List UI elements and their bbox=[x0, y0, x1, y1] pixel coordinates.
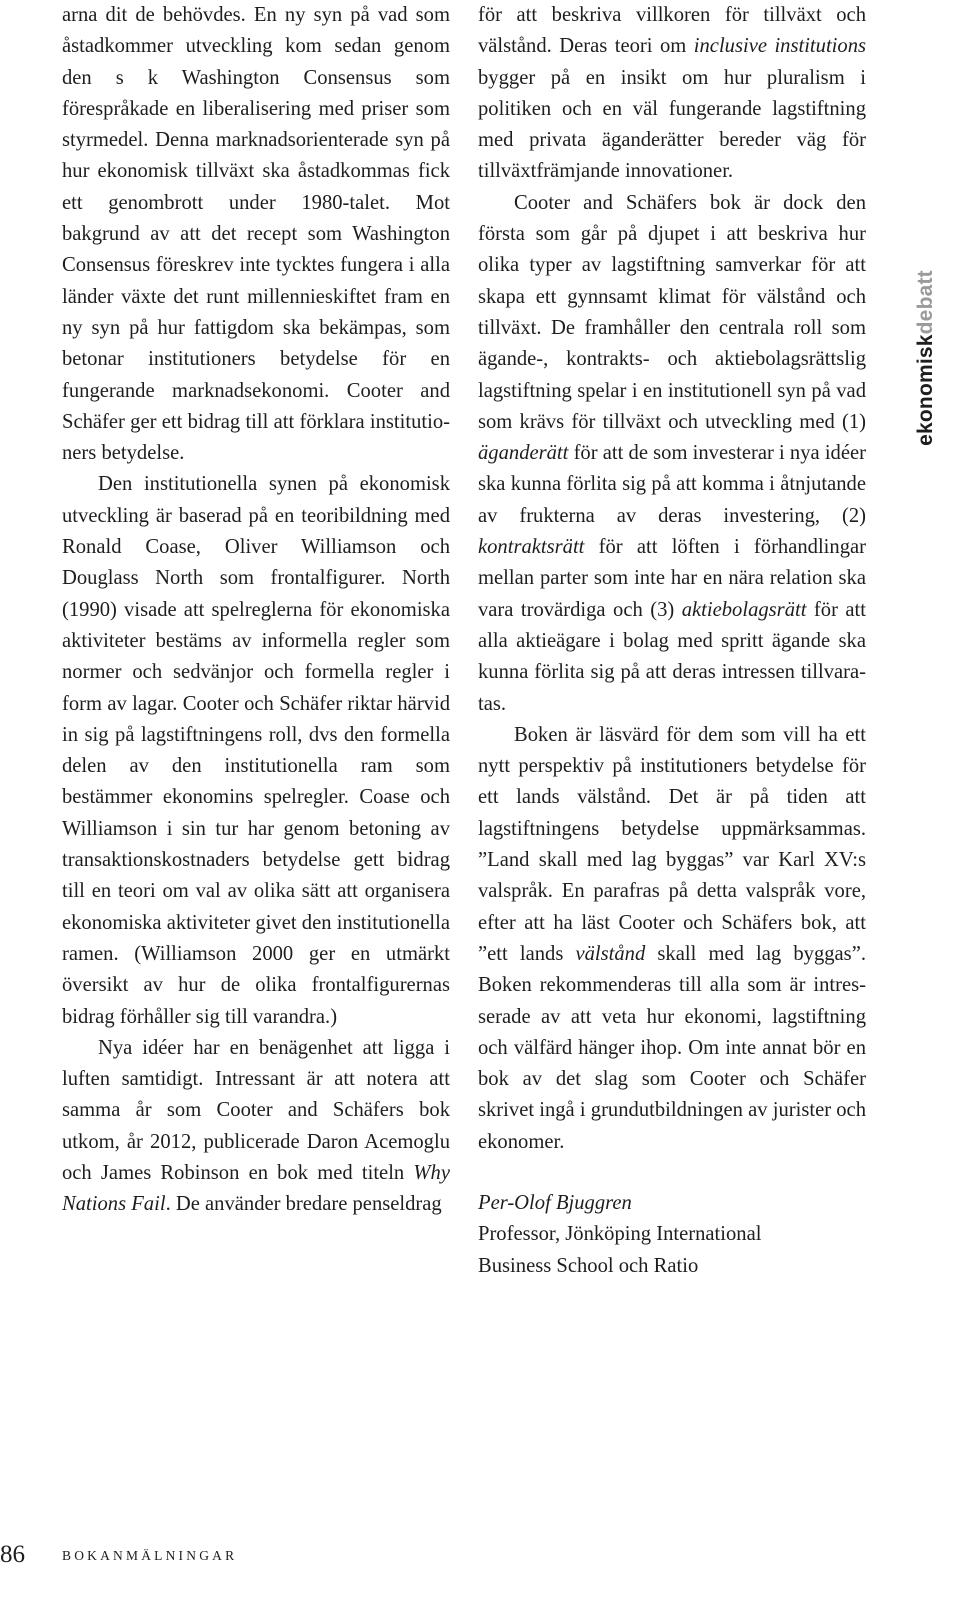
journal-name-debatt: debatt bbox=[914, 270, 937, 335]
author-name-text: Per-Olof Bjuggren bbox=[478, 1191, 632, 1214]
term-inclusive-institutions: inclusive institutions bbox=[693, 35, 867, 58]
book-title-why-nations-fail: Why Nations Fail bbox=[62, 1161, 450, 1216]
right-paragraph-3 bbox=[478, 720, 866, 1158]
term-aktiebolagsratt: aktiebolagsrätt bbox=[681, 598, 807, 621]
right-paragraph-2-text-c: för att löften i förhandlingar mellan parter som inte har en nära relation ska vara trovärdiga och (3) bbox=[478, 536, 866, 621]
left-column bbox=[62, 0, 450, 1221]
right-paragraph-1-text-a: för att beskriva villkoren för tillväxt och välstånd. Deras teori om bbox=[478, 4, 866, 58]
left-paragraph-3-text-a: Nya idéer har en benägenhet att ligga i luften samtidigt. Intressant är att notera att samma år som Cooter and Schäfers bok utkom, år 2012, publicerade Daron Acemoglu och James Robinson en bok med titeln bbox=[62, 1036, 450, 1184]
section-name: BOKANMÄLNINGAR bbox=[62, 1548, 238, 1563]
journal-side-tag bbox=[906, 258, 946, 458]
journal-side-tag-text bbox=[914, 270, 938, 446]
left-paragraph-2: Den institutionella synen på ekonomisk utveckling är baserad på en teoribildning med Ronald Coase, Oliver Williamson och Douglass North som frontalfigurer. North (1990) visade att spelreglerna för ekonomiska aktiviteter bestäms av informella regler som normer och sedvänjor och formella regler i form av lagar. Cooter och Schäfer riktar härvid in sig på lagstiftningens roll, dvs den formella delen av den institutionella ram som bestämmer ekonomins spelregler. Coase och Williamson i sin tur har genom betoning av transaktionskostnaders betydelse gett bidrag till en teori om val av olika sätt att organisera ekonomiska aktiviteter givet den institutionella ramen. (Williamson 2000 ger en utmärkt översikt av hur de olika frontalfigurernas bidrag förhåller sig till varandra.) bbox=[62, 473, 450, 1028]
right-paragraph-3-text-b: skall med lag byggas”. Boken rekommenderas till alla som är intresserade av att veta hur ekonomi, lagstiftning och välfärd hänger ihop. Om inte annat bör en bok av det slag som Cooter och Schäfer skrivet ingå i grundutbildningen av jurister och ekonomer. bbox=[478, 942, 866, 1153]
right-paragraph-2-text-b: för att de som investerar i nya idéer ska kunna förlita sig på att komma i åtnjutande av frukterna av deras investering, (2) bbox=[478, 442, 866, 527]
right-paragraph-2 bbox=[478, 188, 866, 720]
term-valstand: välstånd bbox=[575, 942, 646, 965]
term-kontraktsratt: kontraktsrätt bbox=[478, 536, 585, 559]
author-affiliation-line-2: Business School och Ratio bbox=[478, 1254, 699, 1277]
right-paragraph-3-text-a: Boken är läsvärd för dem som vill ha ett nytt perspektiv på institutioners betydelse för ett lands välstånd. Det är på tiden att lagstiftningens betydelse uppmärksammas. ”Land skall med lag byggas” var Karl XV:s valspråk. En parafras på detta valspråk vore, efter att ha läst Cooter och Schäfers bok, att ”ett lands bbox=[478, 723, 866, 965]
term-aganderatt: äganderätt bbox=[478, 442, 569, 465]
right-paragraph-1-text-b: bygger på en insikt om hur pluralism i politiken och en väl fungerande lagstiftning med privata äganderätter bereder väg för tillväxtfrämjande innovationer. bbox=[478, 66, 866, 183]
author-affiliation-line-1: Professor, Jönköping International bbox=[478, 1223, 762, 1246]
left-paragraph-1: arna dit de behövdes. En ny syn på vad som åstadkommer utveckling kom sedan genom den s k Washington Consensus som förespråkade en liberalisering med priser som styrmedel. Denna marknadsorienterade syn på hur ekonomisk tillväxt ska åstadkommas fick ett genombrott under 1980-talet. Mot bakgrund av att det recept som Washington Consensus föreskrev inte tycktes fungera i alla länder växte det runt millennieskiftet fram en ny syn på hur fattigdom ska bekämpas, som betonar institutioners betydelse för en fungerande marknadsekonomi. Cooter and Schäfer ger ett bidrag till att förklara institutioners betydelse. bbox=[62, 4, 450, 465]
left-paragraph-3 bbox=[62, 1033, 450, 1221]
author-name bbox=[478, 1188, 866, 1219]
left-paragraph-3-text-b: . De använder bredare penseldrag bbox=[165, 1193, 442, 1216]
right-column bbox=[478, 0, 866, 1282]
right-paragraph-2-text-a: Cooter and Schäfers bok är dock den första som går på djupet i att beskriva hur olika typer av lagstiftning samverkar för att skapa ett gynnsamt klimat för välstånd och tillväxt. De framhåller den centrala roll som ägande-, kontrakts- och aktiebolagsrättslig lagstiftning spelar i en institutionell syn på vad som krävs för tillväxt och utveckling med (1) bbox=[478, 191, 866, 433]
journal-name-ekonomisk: ekonomisk bbox=[914, 334, 937, 446]
right-paragraph-2-text-d: för att alla aktieägare i bolag med spritt ägande ska kunna förlita sig på att deras intressen tillvaratas. bbox=[478, 598, 866, 715]
right-paragraph-1 bbox=[478, 0, 866, 188]
signature-spacer bbox=[478, 1158, 866, 1188]
page-number: 86 bbox=[0, 1541, 25, 1568]
